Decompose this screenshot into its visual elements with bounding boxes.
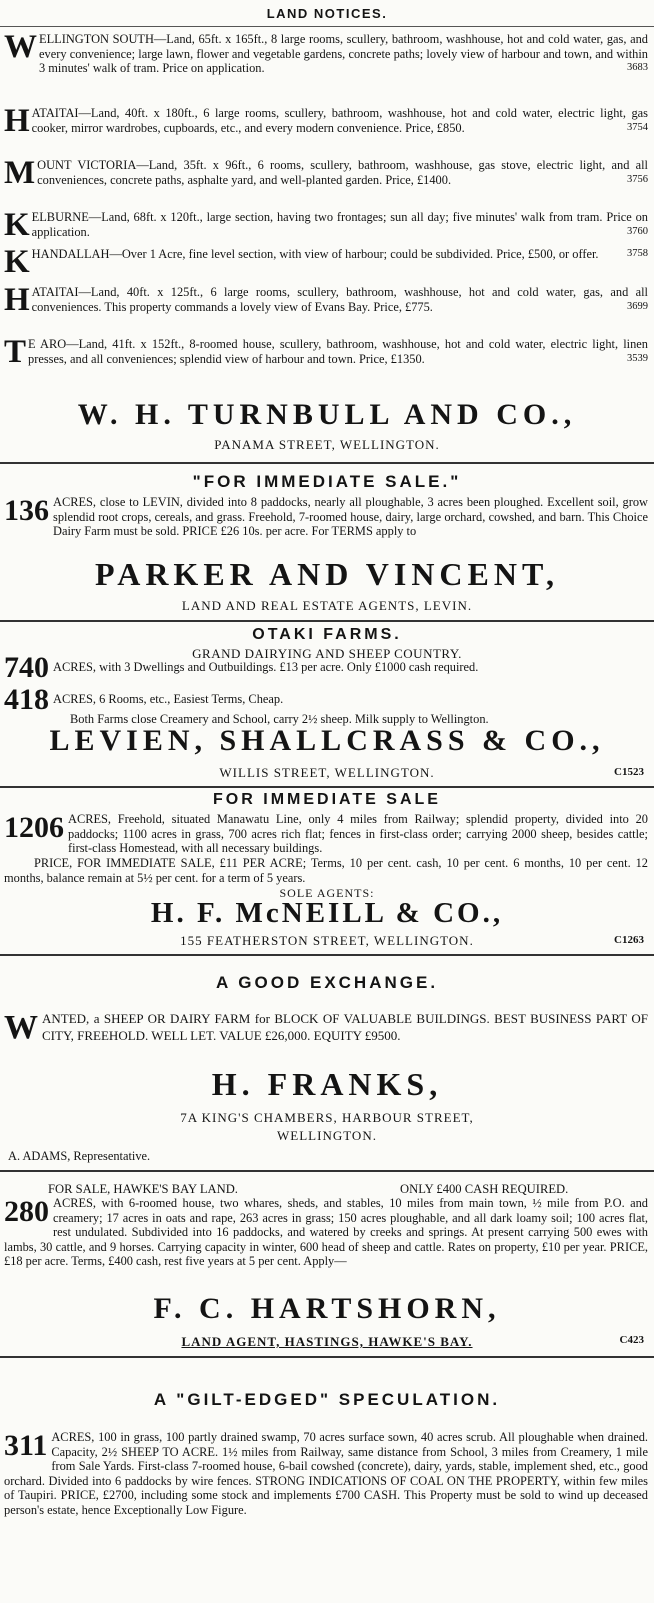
drop-cap: T [4, 334, 27, 370]
listing-text: HANDALLAH—Over 1 Acre, fine level section, with view of harbour; could be subdivided. Price, £500, or offer. [31, 247, 599, 261]
listing-text: OUNT VICTORIA—Land, 35ft. x 96ft., 6 rooms, scullery, bathroom, washhouse, gas stove, electric light, and all conveniences, concrete paths, asphalte yard, and well-planted garden. Price, £1400. [37, 158, 648, 187]
listing-item [4, 155, 648, 191]
acreage-number: 418 [4, 683, 49, 716]
drop-cap: H [4, 103, 30, 139]
drop-cap: W [4, 29, 37, 65]
agent-address: LAND AND REAL ESTATE AGENTS, LEVIN. [181, 598, 473, 613]
listing-code: 3756 [627, 173, 648, 185]
representative: A. ADAMS, Representative. [8, 1149, 151, 1163]
agent-name: W. H. TURNBULL AND CO., [77, 398, 577, 431]
ad-body [4, 1196, 648, 1269]
ad-heading: FOR IMMEDIATE SALE [213, 791, 441, 808]
listing-code: 3754 [627, 121, 648, 133]
listing-item [4, 334, 648, 370]
ad-body [4, 1430, 648, 1518]
ad-text: ACRES, with 3 Dwellings and Outbuildings. £13 per acre. Only £1000 cash required. [53, 660, 479, 674]
drop-cap: H [4, 282, 30, 318]
acreage-number: 136 [4, 494, 49, 527]
listing-text: E ARO—Land, 41ft. x 152ft., 8-roomed house, scullery, bathroom, washhouse, hot and cold water, electric light, linen presses, and all conveniences; splendid view of harbour and town. Price, £1350. [28, 337, 648, 366]
ad-text: ACRES, with 6-roomed house, two whares, sheds, and stables, 10 miles from main town, ½ mile from P.O. and creamery; 17 acres in oats and rape, 263 acres in grass; 150 acres ploughable, and all dark loamy soil; 100 acres flat, rest undulated. Subdivided into 16 paddocks, and watered by creeks and springs. At present carrying 500 ewes with lambs, 30 cattle, and 9 horses. Carrying capacity in winter, 600 head of sheep and cattle. Rates on property, £10 per year. PRICE, £18 per acre. Terms, £400 cash, rest five years at 5 per cent. Apply— [4, 1196, 648, 1269]
listing-item [4, 207, 648, 243]
ad-topline: FOR SALE, HAWKE'S BAY LAND. [48, 1182, 238, 1196]
drop-cap: M [4, 155, 36, 191]
farm-line [4, 683, 284, 716]
agent-address: WELLINGTON. [277, 1128, 377, 1143]
acreage-number: 740 [4, 651, 49, 684]
listing-item [4, 103, 648, 139]
acreage-number: 280 [4, 1195, 49, 1228]
ad-divider [0, 620, 654, 622]
ad-body [4, 1010, 648, 1044]
ad-body [4, 812, 648, 856]
listing-text: ELBURNE—Land, 68ft. x 120ft., large section, having two frontages; sun all day; five minutes' walk from tram. Price on application. [31, 210, 648, 239]
listing-code: 3539 [627, 352, 648, 364]
ad-text: Both Farms close Creamery and School, carry 2½ sheep. Milk supply to Wellington. [70, 712, 489, 726]
ad-heading: OTAKI FARMS. [252, 626, 402, 643]
ad-divider [0, 1170, 654, 1172]
listing-code: 3699 [627, 300, 648, 312]
ad-code: C423 [619, 1334, 644, 1346]
listing-code: 3683 [627, 62, 648, 74]
agent-address: 155 FEATHERSTON STREET, WELLINGTON. [180, 933, 474, 948]
ad-topline: ONLY £400 CASH REQUIRED. [400, 1182, 569, 1196]
ad-heading: "FOR IMMEDIATE SALE." [192, 472, 462, 491]
agent-address: LAND AGENT, HASTINGS, HAWKE'S BAY. [181, 1334, 473, 1349]
ad-text: ANTED, a SHEEP OR DAIRY FARM for BLOCK OF VALUABLE BUILDINGS. BEST BUSINESS PART OF CITY, FREEHOLD. WELL LET. VALUE £26,000. EQUITY £9500. [42, 1011, 648, 1043]
agent-name: H. F. McNEILL & CO., [150, 897, 504, 929]
drop-cap: K [4, 244, 30, 280]
listing-text: ATAITAI—Land, 40ft. x 180ft., 6 large rooms, scullery, bathroom, washhouse, hot and cold water, electric light, gas cooker, mirror wardrobes, cupboards, etc., and every modern convenience. Price, £850. [31, 106, 648, 135]
listing-code: 3758 [627, 248, 648, 259]
ad-code: C1263 [614, 934, 644, 946]
agent-name: H. FRANKS, [211, 1066, 443, 1102]
ad-heading: A "GILT-EDGED" SPECULATION. [153, 1390, 501, 1409]
ad-heading: A GOOD EXCHANGE. [215, 973, 439, 992]
listing-code: 3760 [627, 225, 648, 237]
ad-body [4, 495, 648, 539]
ad-terms: PRICE, FOR IMMEDIATE SALE, £11 PER ACRE; Terms, 10 per cent. cash, 10 per cent. 6 months, 10 per cent. 12 months, balance remain at 5½ per cent. for a term of 5 years. [4, 856, 648, 885]
header-rule [0, 26, 654, 27]
agent-name: LEVIEN, SHALLCRASS & CO., [49, 724, 605, 757]
ad-divider [0, 786, 654, 788]
acreage-number: 1206 [4, 811, 64, 844]
listing-item [4, 29, 648, 76]
listing-text: ELLINGTON SOUTH—Land, 65ft. x 165ft., 8 large rooms, scullery, bathroom, washhouse, hot and cold water, gas, and every convenience; large lawn, flower and vegetable gardens, concrete paths; lovely view of harbour and town, and within 3 minutes' walk of tram. Price on application. [39, 32, 648, 76]
ad-divider [0, 462, 654, 464]
sole-agents-label: SOLE AGENTS: [279, 886, 375, 900]
agent-address: 7A KING'S CHAMBERS, HARBOUR STREET, [180, 1110, 474, 1125]
ad-text: ACRES, 6 Rooms, etc., Easiest Terms, Cheap. [53, 692, 284, 706]
drop-cap: K [4, 207, 30, 243]
acreage-number: 311 [4, 1429, 48, 1462]
agent-name: F. C. HARTSHORN, [153, 1292, 501, 1325]
ad-subheading: GRAND DAIRYING AND SHEEP COUNTRY. [192, 646, 462, 661]
listing-item [4, 282, 648, 318]
listing-item [4, 244, 648, 280]
ad-divider [0, 954, 654, 956]
agent-address: WILLIS STREET, WELLINGTON. [219, 765, 435, 780]
agent-name: PARKER AND VINCENT, [95, 556, 559, 592]
ad-divider [0, 1356, 654, 1358]
ad-text: ACRES, close to LEVIN, divided into 8 paddocks, nearly all ploughable, 3 acres been ploughed. Excellent soil, grow splendid root crops, cereals, and grass. Freehold, 7-roomed house, dairy, large orchard, cowshed, and barn. This Choice Dairy Farm must be sold. PRICE £26 10s. per acre. For TERMS apply to [53, 495, 648, 539]
ad-text: ACRES, 100 in grass, 100 partly drained swamp, 70 acres surface sown, 40 acres scrub. All ploughable when drained. Capacity, 2½ SHEEP TO ACRE. 1½ miles from Railway, same distance from School, 3 miles from Creamery, 1 mile from Sale Yards. First-class 7-roomed house, 6-bail cowshed (concrete), dairy, yards, stable, implement shed, etc., good orchard. Divided into 6 paddocks by wire fences. STRONG INDICATIONS OF COAL ON THE PROPERTY, within few miles of Taupiri. PRICE, £2700, including some stock and implements £700 CASH. This Property must be sold to wind up deceased person's estate, hence Exceptionally Low Figure. [4, 1430, 648, 1517]
listing-text: ATAITAI—Land, 40ft. x 125ft., 6 large rooms, scullery, bathroom, washhouse, hot and cold water, gas, and all conveniences. This property commands a lovely view of Evans Bay. Price, £775. [31, 285, 648, 314]
ad-code: C1523 [614, 766, 644, 778]
agent-address: PANAMA STREET, WELLINGTON. [214, 437, 440, 452]
ad-text: ACRES, Freehold, situated Manawatu Line, only 4 miles from Railway; splendid property, divided into 20 paddocks; 1100 acres in grass, 700 acres rich flat; fences in first-class order; carrying 2000 sheep, besides cattle; first-class Homestead, with all necessary buildings. [68, 812, 648, 856]
drop-cap: W [4, 1009, 38, 1046]
section-header: LAND NOTICES. [266, 6, 388, 21]
